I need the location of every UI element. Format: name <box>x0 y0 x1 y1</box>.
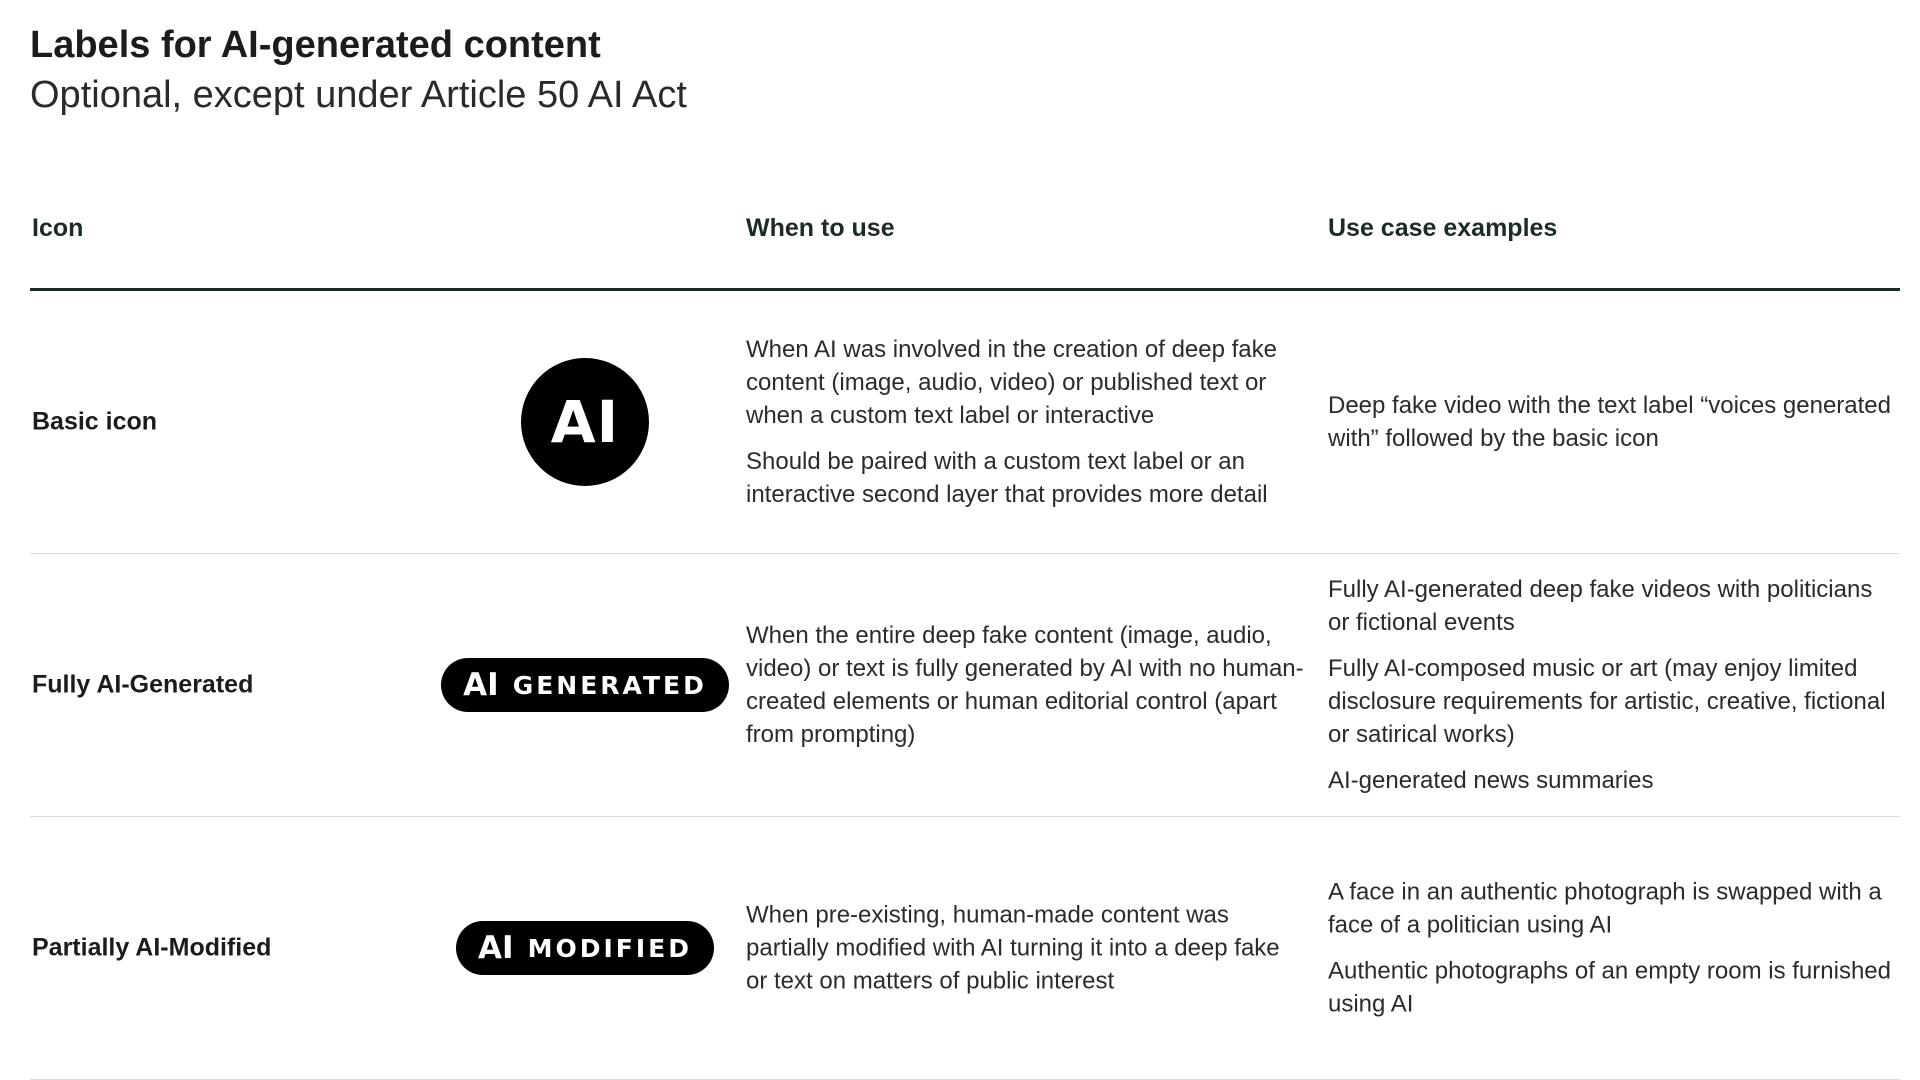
example-paragraph: Deep fake video with the text label “voices generated with” followed by the basic icon <box>1328 392 1892 452</box>
example-paragraph: A face in an authentic photograph is swapped with a face of a politician using AI <box>1328 878 1882 939</box>
ai-modified-badge-icon <box>456 921 714 975</box>
examples-cell <box>1328 389 1893 455</box>
icon-cell <box>430 921 740 975</box>
table-header <box>30 192 1900 291</box>
when-to-use-cell <box>746 899 1306 998</box>
icon-cell <box>430 658 740 712</box>
column-header-when: When to use <box>746 214 895 242</box>
example-paragraph: Fully AI-generated deep fake videos with politicians or fictional events <box>1328 576 1873 636</box>
when-to-use-cell <box>746 333 1306 511</box>
examples-cell <box>1328 876 1893 1021</box>
row-label: Fully AI-Generated <box>32 670 254 699</box>
page-subtitle: Optional, except under Article 50 AI Act <box>30 74 687 116</box>
when-paragraph: When AI was involved in the creation of deep fake content (image, audio, video) or published text or when a custom text label or interactive <box>746 336 1277 429</box>
icon-cell <box>430 358 740 486</box>
column-header-examples: Use case examples <box>1328 214 1558 242</box>
ai-icon-text: AI <box>478 930 514 966</box>
table-row-partially-ai-modified <box>30 817 1900 1080</box>
table-row-basic-icon <box>30 291 1900 554</box>
when-paragraph: Should be paired with a custom text label or an interactive second layer that provides more detail <box>746 448 1268 508</box>
page-title: Labels for AI-generated content <box>30 24 601 66</box>
when-to-use-cell <box>746 619 1306 751</box>
ai-generated-badge-icon <box>441 658 729 712</box>
row-label: Basic icon <box>32 407 158 436</box>
badge-label: MODIFIED <box>527 933 692 963</box>
example-paragraph: Authentic photographs of an empty room is furnished using AI <box>1328 957 1891 1018</box>
ai-icon-text: AI <box>463 667 499 703</box>
when-paragraph: When the entire deep fake content (image, audio, video) or text is fully generated by AI with no human-created elements or human editorial control (apart from prompting) <box>746 622 1304 748</box>
examples-cell <box>1328 573 1893 797</box>
column-header-icon: Icon <box>32 214 84 242</box>
ai-icon-text: AI <box>550 388 620 456</box>
when-paragraph: When pre-existing, human-made content was partially modified with AI turning it into a deep fake or text on matters of public interest <box>746 901 1280 995</box>
labels-table <box>30 192 1900 1080</box>
ai-basic-icon <box>521 358 649 486</box>
example-paragraph: Fully AI-composed music or art (may enjoy limited disclosure requirements for artistic, creative, fictional or satirical works) <box>1328 655 1886 748</box>
badge-label: GENERATED <box>512 670 707 700</box>
table-row-fully-ai-generated <box>30 554 1900 817</box>
example-paragraph: AI-generated news summaries <box>1328 767 1654 794</box>
row-label: Partially AI-Modified <box>32 933 272 962</box>
page <box>30 22 1900 1018</box>
